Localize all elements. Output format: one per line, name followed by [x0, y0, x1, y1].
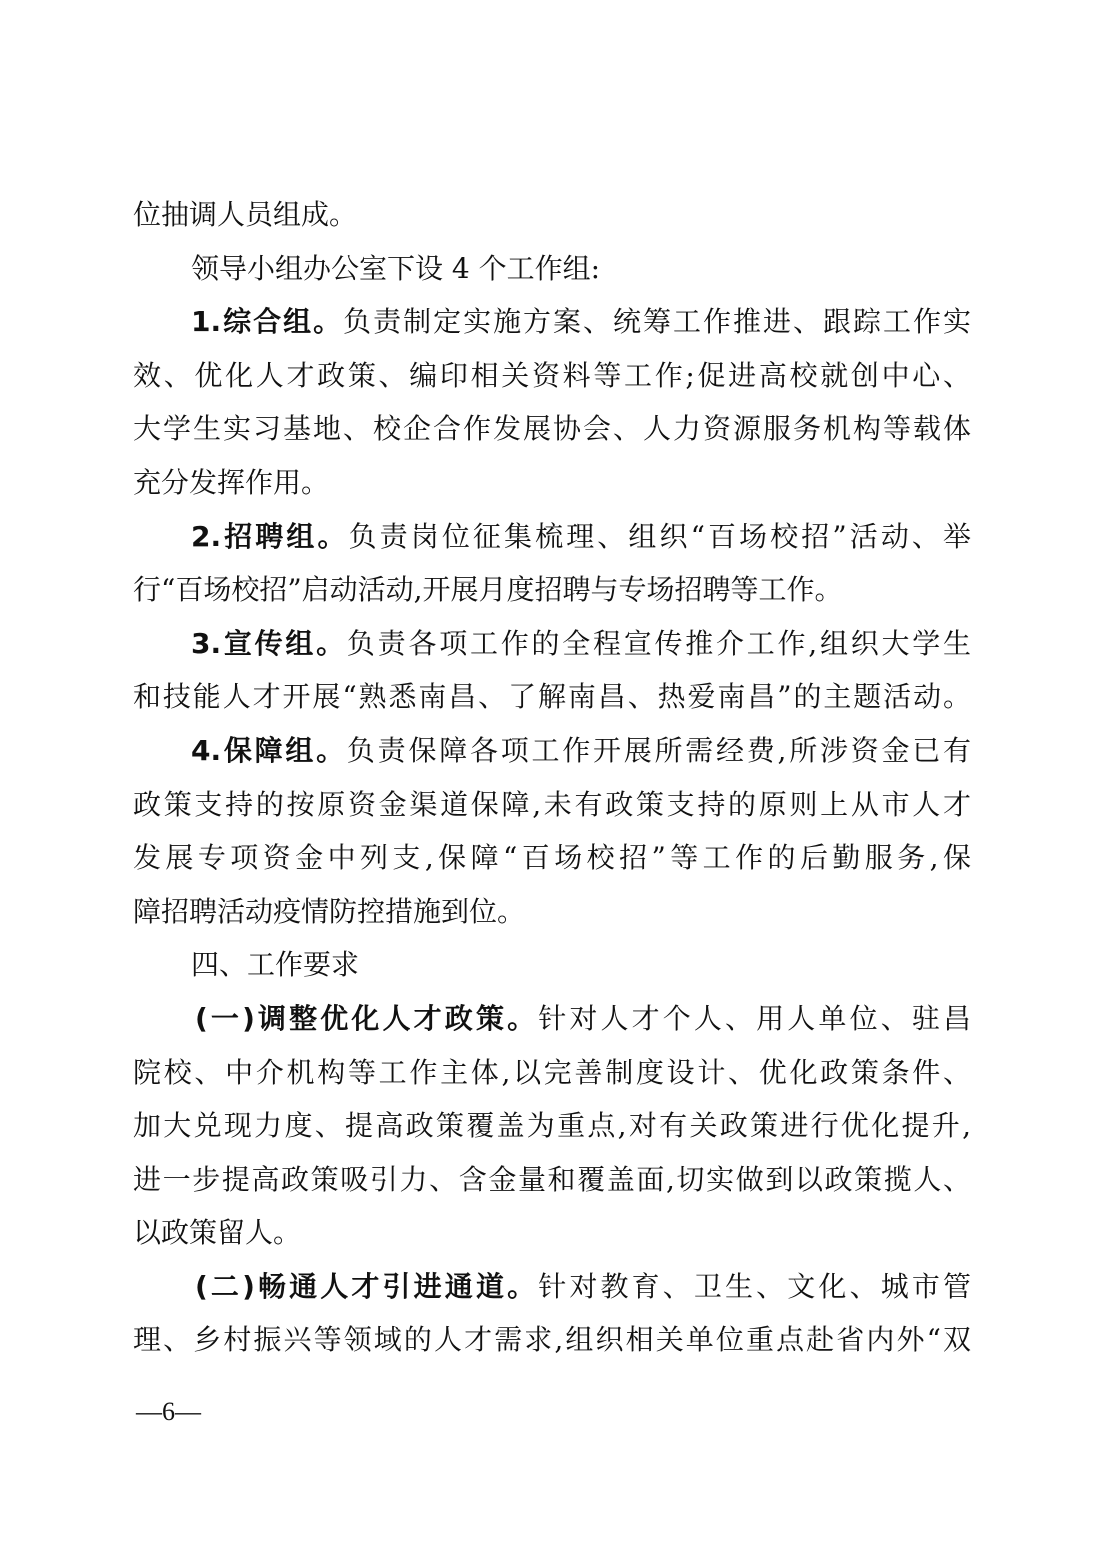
- text-line: 和技能人才开展“熟悉南昌、了解南昌、热爱南昌”的主题活动。: [133, 680, 971, 714]
- text-line: 发展专项资金中列支,保障“百场校招”等工作的后勤服务,保: [133, 841, 971, 875]
- requirement-2-text: 针对教育、卫生、文化、城市管: [538, 1269, 971, 1303]
- text-line: 障招聘活动疫情防控措施到位。: [133, 894, 526, 928]
- text-line: 位抽调人员组成。: [133, 198, 358, 231]
- item-1-line: [133, 295, 971, 349]
- document-body: [133, 188, 971, 1367]
- text-line: 加大兑现力度、提高政策覆盖为重点,对有关政策进行优化提升,: [133, 1109, 971, 1143]
- item-2-text: 负责岗位征集梳理、组织“百场校招”活动、举: [348, 519, 971, 553]
- text-line: 院校、中介机构等工作主体,以完善制度设计、优化政策条件、: [133, 1055, 971, 1089]
- text-line: 领导小组办公室下设 4 个工作组:: [191, 251, 601, 285]
- item-1-heading: 1.综合组。: [191, 305, 344, 339]
- text-line: 理、乡村振兴等领域的人才需求,组织相关单位重点赴省内外“双: [133, 1323, 971, 1357]
- requirement-1-line: [133, 992, 971, 1046]
- page-number: —6—: [136, 1397, 201, 1426]
- requirement-2-heading: (二)畅通人才引进通道。: [195, 1269, 539, 1303]
- requirement-1-heading: (一)调整优化人才政策。: [195, 1001, 539, 1035]
- text-line: 效、优化人才政策、编印相关资料等工作;促进高校就创中心、: [133, 358, 971, 392]
- item-4-text: 负责保障各项工作开展所需经费,所涉资金已有: [346, 733, 971, 767]
- text-line: 大学生实习基地、校企合作发展协会、人力资源服务机构等载体: [133, 412, 971, 446]
- item-3-heading: 3.宣传组。: [191, 626, 347, 660]
- item-4-heading: 4.保障组。: [191, 733, 347, 767]
- item-3-line: [133, 617, 971, 671]
- item-2-line: [133, 510, 971, 564]
- requirement-2-line: [133, 1260, 971, 1314]
- text-line: 充分发挥作用。: [133, 465, 330, 499]
- requirement-1-text: 针对人才个人、用人单位、驻昌: [538, 1001, 971, 1035]
- text-line: 行“百场校招”启动活动,开展月度招聘与专场招聘等工作。: [133, 573, 843, 607]
- text-line: 以政策留人。: [133, 1216, 302, 1250]
- item-3-text: 负责各项工作的全程宣传推介工作,组织大学生: [346, 626, 971, 660]
- item-1-text: 负责制定实施方案、统筹工作推进、跟踪工作实: [343, 305, 971, 339]
- section-heading: 四、工作要求: [191, 948, 360, 982]
- item-2-heading: 2.招聘组。: [191, 519, 349, 553]
- text-line: 政策支持的按原资金渠道保障,未有政策支持的原则上从市人才: [133, 787, 971, 821]
- text-line: 进一步提高政策吸引力、含金量和覆盖面,切实做到以政策揽人、: [133, 1162, 971, 1196]
- item-4-line: [133, 724, 971, 778]
